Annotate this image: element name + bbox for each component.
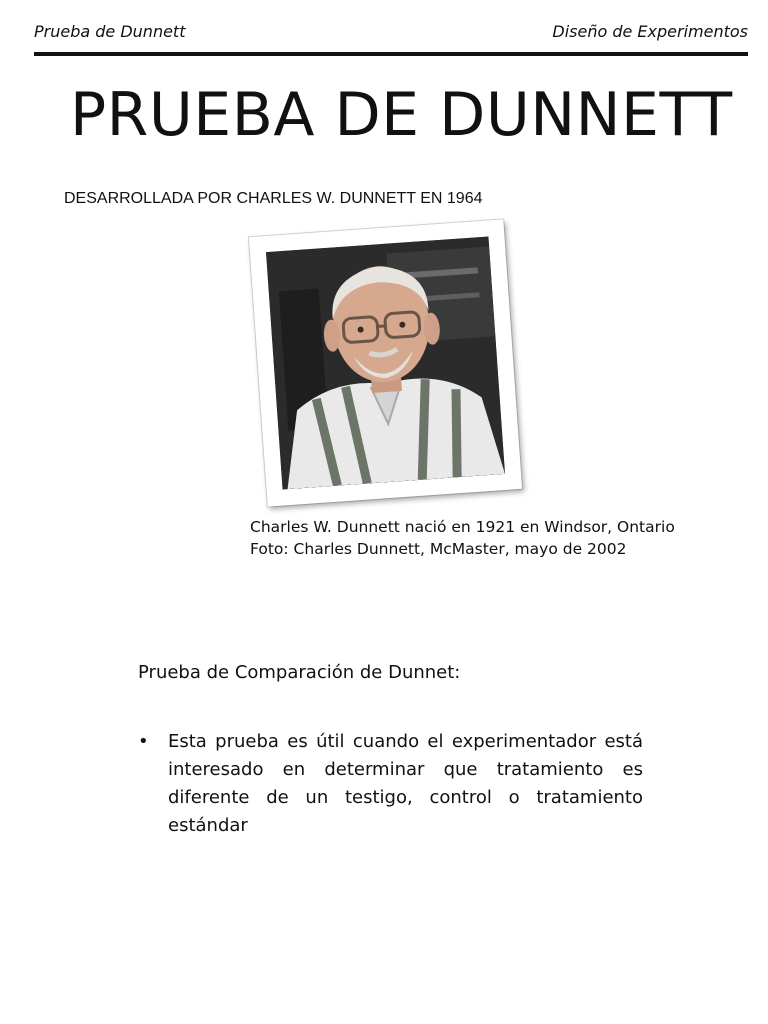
subtitle: DESARROLLADA POR CHARLES W. DUNNETT EN 1964 bbox=[64, 190, 483, 207]
photo-frame bbox=[249, 219, 522, 506]
page-header bbox=[34, 22, 748, 56]
section-heading: Prueba de Comparación de Dunnet: bbox=[138, 662, 461, 683]
caption-line-2: Foto: Charles Dunnett, McMaster, mayo de 2002 bbox=[250, 540, 627, 558]
list-item bbox=[138, 728, 643, 840]
bullet-list bbox=[138, 728, 643, 840]
bullet-mark: • bbox=[138, 731, 149, 752]
header-left-text: Prueba de Dunnett bbox=[34, 22, 186, 41]
photo-caption bbox=[250, 516, 675, 560]
portrait-photo bbox=[266, 237, 505, 490]
page-title: PRUEBA DE DUNNETT bbox=[70, 80, 733, 150]
header-right-text: Diseño de Experimentos bbox=[552, 22, 748, 41]
caption-line-1: Charles W. Dunnett nació en 1921 en Windsor, Ontario bbox=[250, 518, 675, 536]
bullet-text: Esta prueba es útil cuando el experimentador está interesado en determinar que tratamiento es diferente de un testigo, control o tratamiento estándar bbox=[168, 731, 643, 836]
